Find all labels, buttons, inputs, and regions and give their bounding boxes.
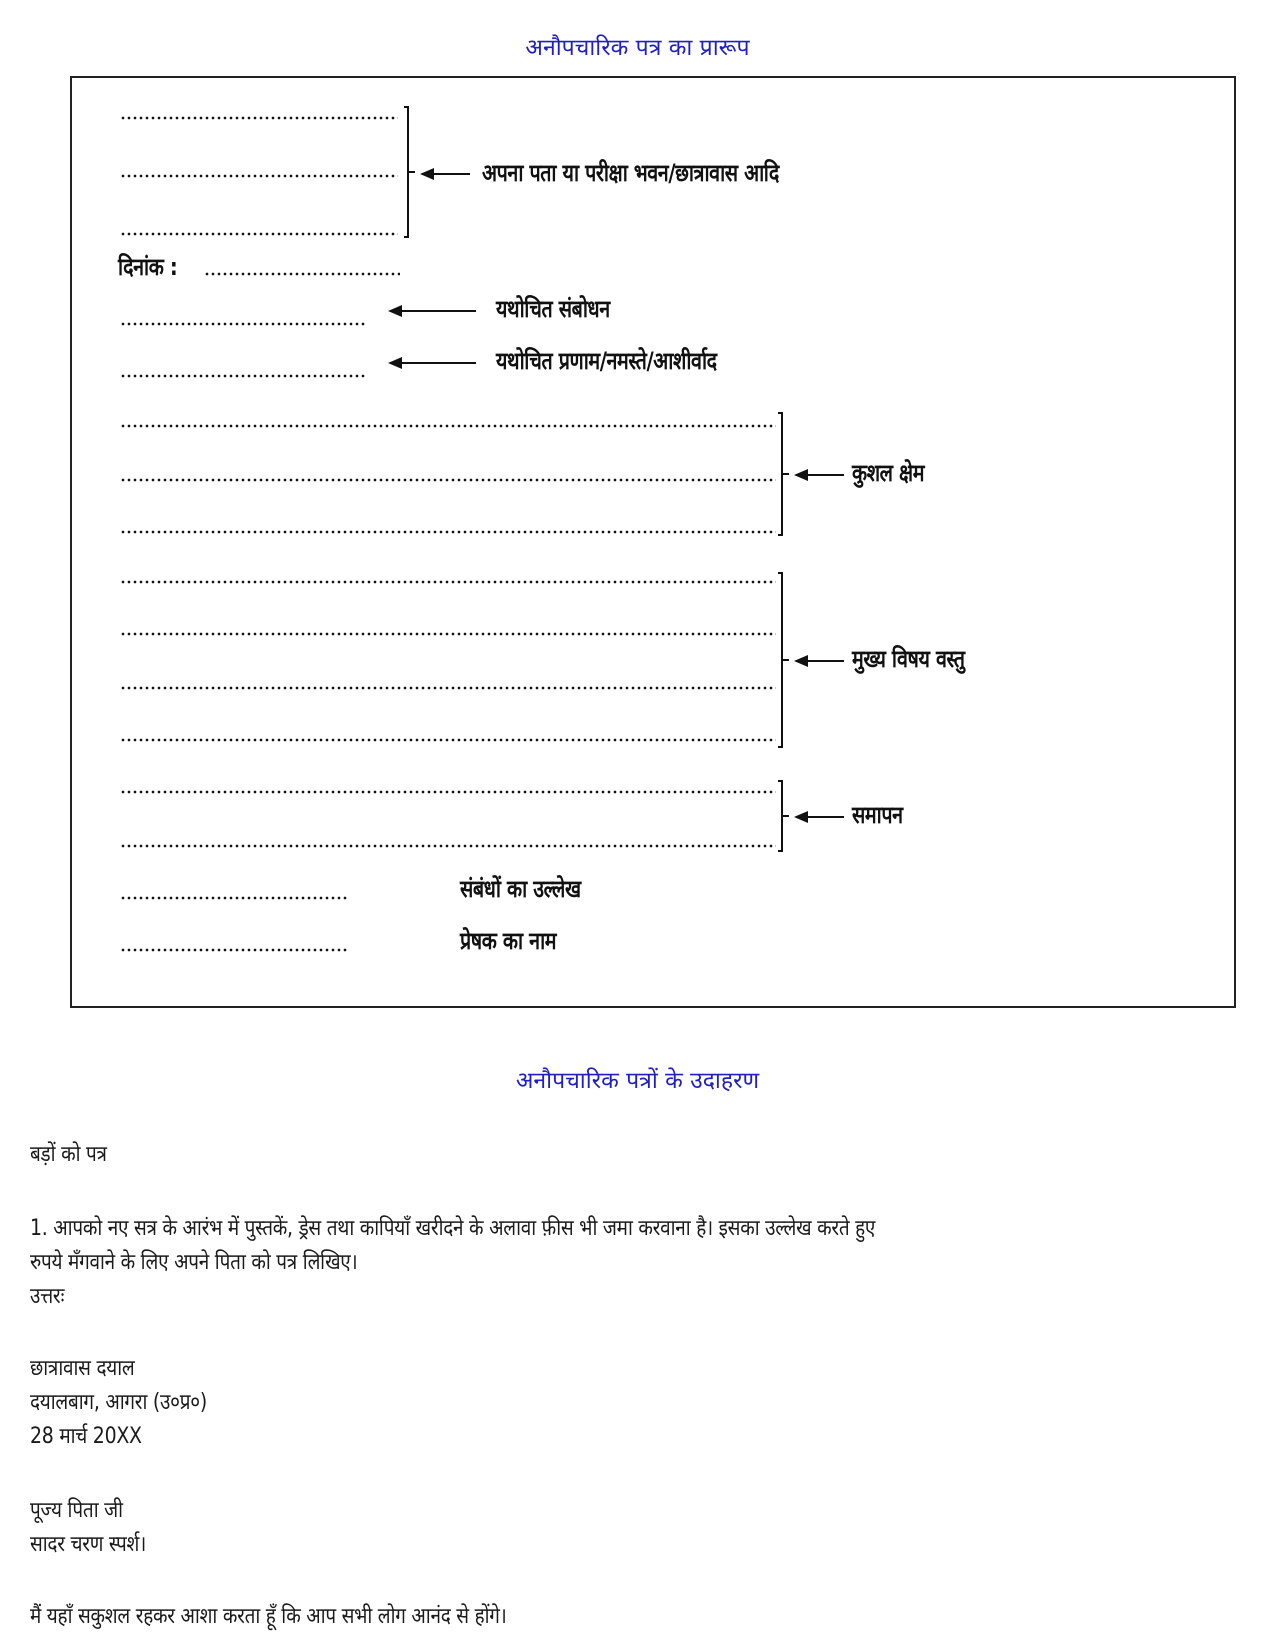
sender-name-label: प्रेषक का नाम [460,927,557,955]
greeting-line [120,374,366,378]
letter-date: 28 मार्च 20XX [30,1424,142,1449]
greeting-label: यथोचित प्रणाम/नमस्ते/आशीर्वाद [496,347,717,375]
format-title: अनौपचारिक पत्र का प्रारूप [525,35,750,61]
answer-label: उत्तरः [30,1284,65,1309]
main-content-line-2 [120,632,776,636]
letter-salutation: पूज्य पिता जी [30,1498,123,1523]
wellbeing-label: कुशल क्षेम [852,459,925,487]
wellbeing-line-2 [120,478,776,482]
arrow-icon [796,660,844,662]
address-line-2-text: दयालबाग, आगरा (उ०प्र०) [30,1390,207,1415]
main-content-line-1 [120,580,776,584]
salutation-line [120,322,366,326]
wellbeing-brace [778,412,783,536]
relation-label: संबंधों का उल्लेख [460,875,581,903]
address-brace [404,106,409,238]
arrow-icon [796,816,844,818]
arrow-icon [796,474,844,476]
address-line-3 [120,232,398,236]
main-content-label: मुख्य विषय वस्तु [852,645,965,673]
arrow-icon [390,362,476,364]
letter-body-line-1: मैं यहाँ सकुशल रहकर आशा करता हूँ कि आप सभी लोग आनंद से होंगे। [30,1604,507,1629]
date-label: दिनांक : [118,253,178,281]
closing-line-2 [120,844,776,848]
date-line [204,272,400,276]
relation-line [120,896,348,900]
address-label: अपना पता या परीक्षा भवन/छात्रावास आदि [482,159,779,187]
address-line-1-text: छात्रावास दयाल [30,1356,135,1381]
closing-line-1 [120,790,776,794]
section-title: बड़ों को पत्र [30,1142,107,1167]
main-content-brace [778,572,783,748]
sender-name-line [120,948,348,952]
informal-letter-format-diagram [70,76,1236,1008]
address-line-1 [120,116,398,120]
letter-greeting: सादर चरण स्पर्श। [30,1532,146,1557]
wellbeing-line-3 [120,530,776,534]
examples-title: अनौपचारिक पत्रों के उदाहरण [515,1068,760,1094]
question-line-2: रुपये मँगवाने के लिए अपने पिता को पत्र लिखिए। [30,1250,358,1275]
arrow-icon [422,173,470,175]
main-content-line-4 [120,738,776,742]
address-line-2 [120,174,398,178]
arrow-icon [390,310,476,312]
closing-label: समापन [852,801,903,829]
question-line-1: 1. आपको नए सत्र के आरंभ में पुस्तकें, ड्रेस तथा कापियाँ खरीदने के अलावा फ़ीस भी जमा करवाना है। इसका उल्लेख करते हुए [30,1216,876,1241]
main-content-line-3 [120,686,776,690]
closing-brace [778,780,783,852]
wellbeing-line-1 [120,424,776,428]
salutation-label: यथोचित संबोधन [496,295,610,323]
